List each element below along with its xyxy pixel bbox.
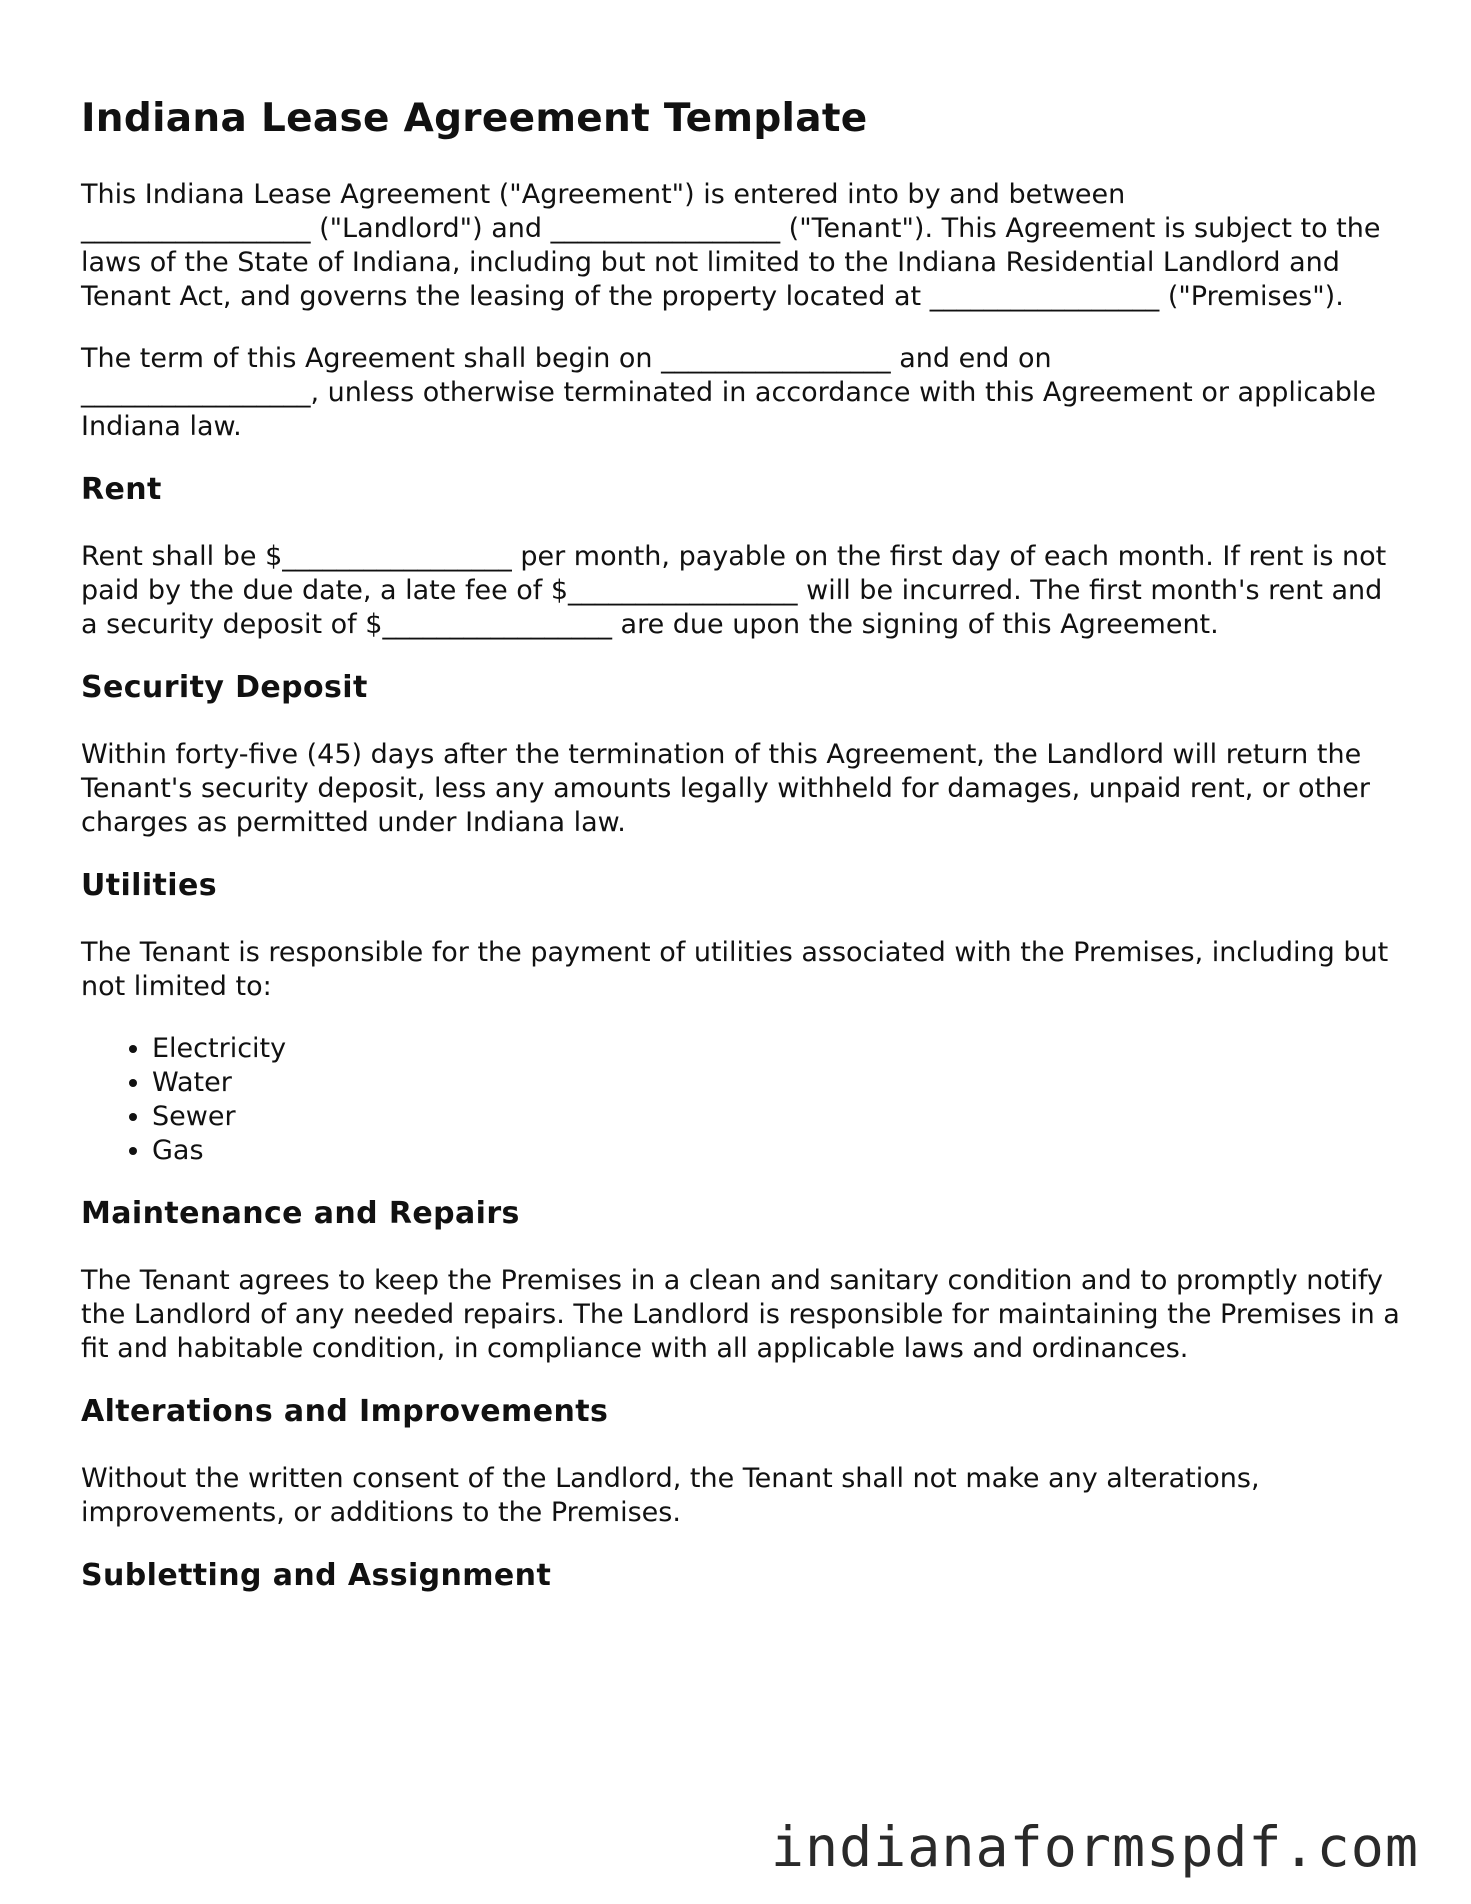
intro-text-4: ("Premises"). xyxy=(1159,281,1344,312)
rent-text-2: per month, payable on the first day of each month. If rent is not paid by the due date, a late fee of $ xyxy=(81,541,1387,606)
list-item: • Sewer xyxy=(152,1100,1401,1134)
site-watermark: indianaformspdf.com xyxy=(770,1815,1419,1879)
rent-text-4: are due upon the signing of this Agreement. xyxy=(611,609,1219,640)
page-title: Indiana Lease Agreement Template xyxy=(81,96,868,141)
list-item: • Electricity xyxy=(152,1032,1401,1066)
rent-text-3: will be incurred. The first month's rent and a security deposit of $ xyxy=(81,575,1383,640)
security-deposit-blank: _________________ xyxy=(382,609,612,640)
maintenance-paragraph: The Tenant agrees to keep the Premises in a clean and sanitary condition and to promptly notify the Landlord of any needed repairs. The Landlord is responsible for maintaining the Premises in a fit and habitable condition, in compliance with all applicable laws and ordinances. xyxy=(81,1265,1400,1364)
term-text-1: The term of this Agreement shall begin on xyxy=(81,343,662,374)
rent-amount-blank: _________________ xyxy=(282,541,512,572)
list-item: • Water xyxy=(152,1066,1401,1100)
term-end-blank: _________________ xyxy=(81,377,311,408)
intro-text-3: ("Tenant"). This Agreement is subject to the laws of the State of Indiana, including but not limited to the Indiana Residential Landlord and Tenant Act, and governs the leasing of the property located at xyxy=(81,213,1381,312)
rent-heading: Rent xyxy=(81,472,162,507)
premises-address-blank: _________________ xyxy=(929,281,1160,312)
tenant-name-blank: _________________ xyxy=(550,213,781,244)
term-text-2: and end on xyxy=(890,343,1052,374)
security-deposit-heading: Security Deposit xyxy=(81,670,368,705)
maintenance-heading: Maintenance and Repairs xyxy=(81,1196,520,1231)
utilities-list xyxy=(81,1032,1401,1168)
late-fee-blank: _________________ xyxy=(568,575,798,606)
list-item: • Gas xyxy=(152,1134,1401,1168)
document-page xyxy=(81,96,1401,1626)
intro-paragraph xyxy=(81,178,1401,314)
rent-text-1: Rent shall be $ xyxy=(81,541,283,572)
landlord-name-blank: _________________ xyxy=(81,213,311,244)
security-deposit-paragraph: Within forty-five (45) days after the termination of this Agreement, the Landlord will return the Tenant's security deposit, less any amounts legally withheld for damages, unpaid rent, or other charges as permitted under Indiana law. xyxy=(81,739,1370,838)
rent-paragraph xyxy=(81,540,1401,642)
term-start-blank: _________________ xyxy=(661,343,891,374)
subletting-heading: Subletting and Assignment xyxy=(81,1558,552,1593)
intro-text-2: ("Landlord") and xyxy=(310,213,551,244)
term-paragraph xyxy=(81,342,1401,444)
utilities-heading: Utilities xyxy=(81,868,217,903)
utilities-paragraph: The Tenant is responsible for the payment of utilities associated with the Premises, including but not limited to: xyxy=(81,937,1389,1002)
alterations-paragraph: Without the written consent of the Landlord, the Tenant shall not make any alterations, improvements, or additions to the Premises. xyxy=(81,1463,1260,1528)
term-text-3: , unless otherwise terminated in accordance with this Agreement or applicable Indiana law. xyxy=(81,377,1377,442)
alterations-heading: Alterations and Improvements xyxy=(81,1394,609,1429)
intro-text-1: This Indiana Lease Agreement ("Agreement") is entered into by and between xyxy=(81,179,1126,210)
